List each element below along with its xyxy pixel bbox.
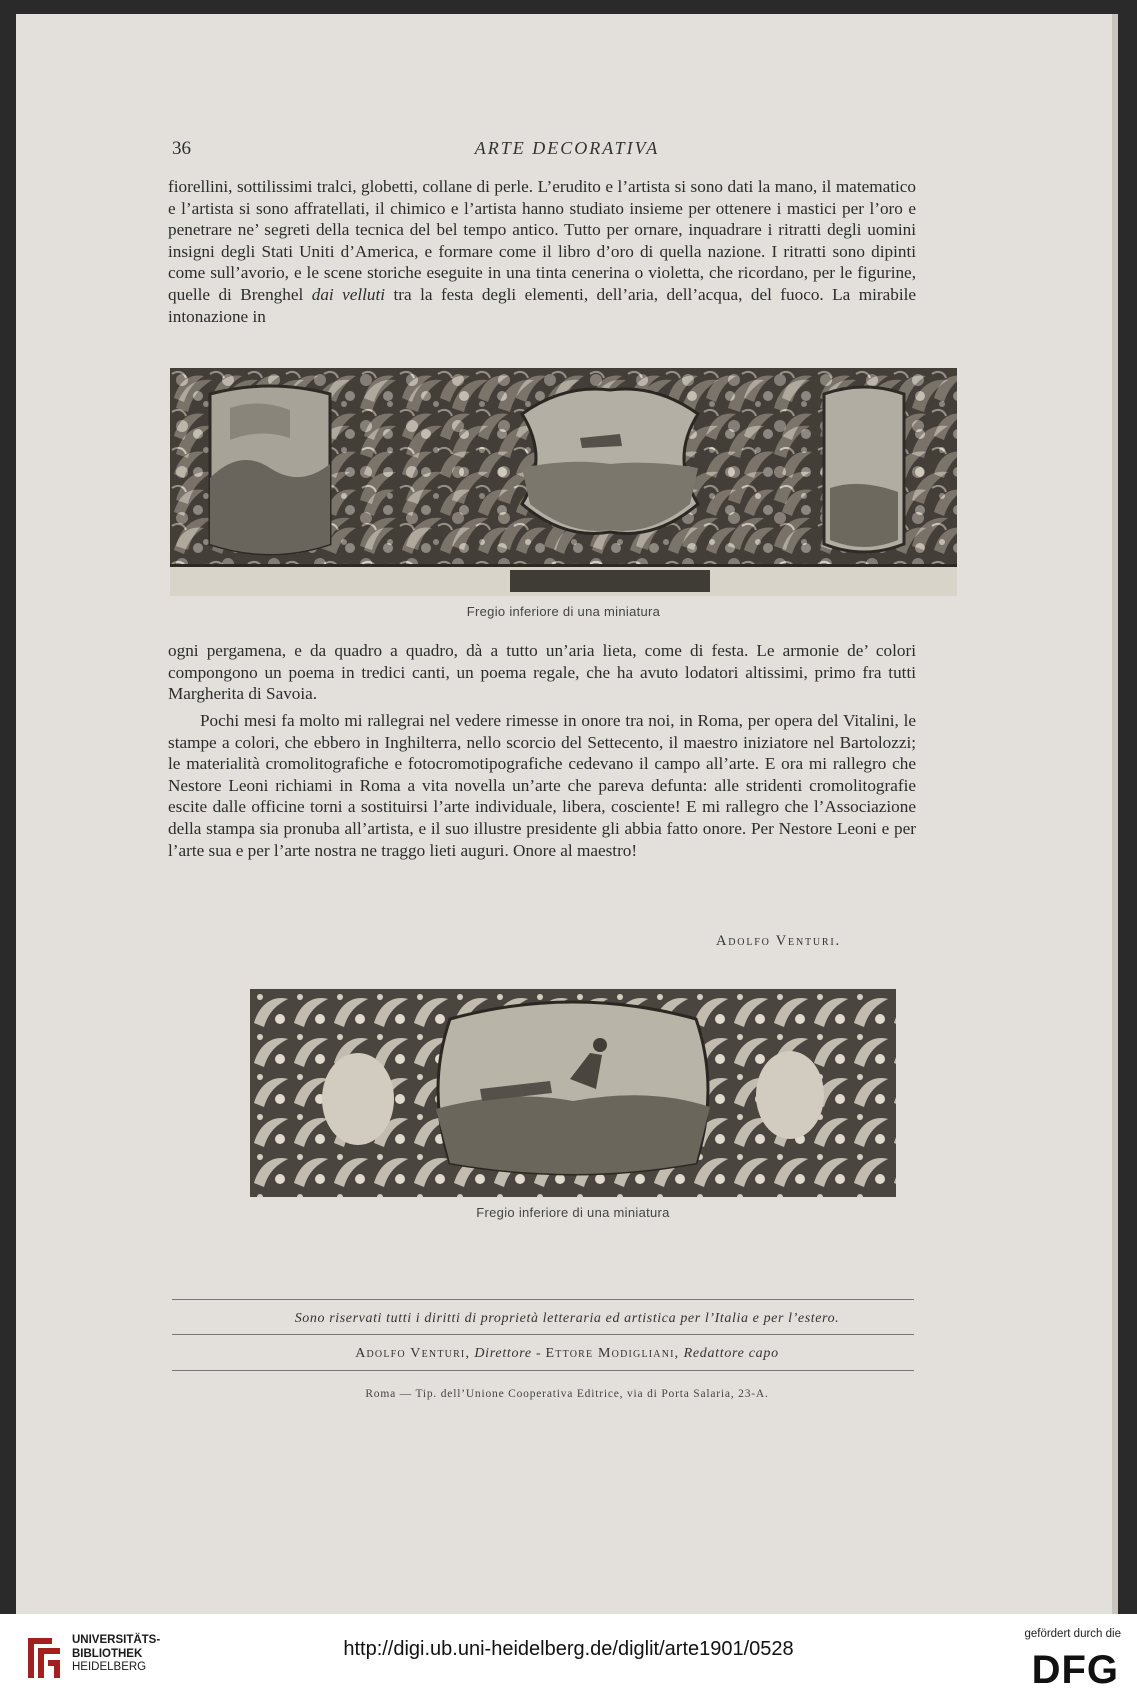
editorial-credits — [16, 1346, 1118, 1362]
director-role: Direttore — [474, 1346, 532, 1361]
footer-top-rule — [172, 1299, 914, 1300]
credits-separator: - — [535, 1346, 542, 1361]
editor-role: Redattore capo — [683, 1346, 779, 1361]
frieze-illustration-1 — [170, 368, 957, 619]
library-name-line-2: BIBLIOTHEK — [72, 1647, 143, 1660]
library-name-line-3: HEIDELBERG — [72, 1661, 147, 1673]
paragraph-2: ogni pergamena, e da quadro a quadro, dà a tutto un’aria lieta, come di festa. Le armonie de’ colori compongono un poema in tredici canti, un poema regale, che ha avuto lodatori altissimi, primo fra tutti Margherita di Savoia. — [168, 641, 916, 704]
editor-name: Ettore Modigliani, — [545, 1346, 680, 1361]
director-name: Adolfo Venturi, — [355, 1346, 471, 1361]
paragraph-1-italic: dai velluti — [311, 284, 386, 304]
paragraph-3: Pochi mesi fa molto mi rallegrai nel vedere rimesse in onore tra noi, in Roma, per opera del Vitalini, le stampe a colori, che ebbero in Inghilterra, nello scorcio del Settecento, il maestro iniziatore nel Bartolozzi; le materialità cromolitografiche e fotocromotipografiche cedevano il campo all’arte. E ora mi rallegro che Nestore Leoni richiami in Roma a vita novella un’arte che pareva defunta: alle stridenti cromolitografie escite dalle officine torni a sostituirsi l’arte individuale, libera, cosciente! E mi rallegro che l’Associazione della stampa sia pronuba all’artista, e il suo illustre presidente gli abbia fatto onore. Per Nestore Leoni e per l’arte sua e per l’arte nostra ne traggo lieti auguri. Onore al maestro! — [168, 711, 916, 860]
digitization-banner — [0, 1614, 1137, 1703]
printer-imprint: Roma — Tip. dell’Unione Cooperativa Editrice, via di Porta Salaria, 23-A. — [365, 1388, 769, 1400]
dfg-logo: DFG — [1031, 1648, 1119, 1692]
author-signature: Adolfo Venturi. — [716, 933, 841, 949]
footer-bottom-rule — [172, 1370, 914, 1371]
page-number: 36 — [172, 138, 191, 159]
frieze-2-drawing — [250, 989, 896, 1197]
paragraph-1-text-b: tra la festa degli elementi, dell’aria, dell’acqua, del fuoco. La mirabile intonazione in — [168, 284, 917, 326]
running-title: ARTE DECORATIVA — [474, 138, 660, 158]
frieze-illustration-2 — [250, 989, 896, 1220]
rights-notice: Sono riservati tutti i diritti di proprietà letteraria ed artistica per l’Italia e per l’estero. — [294, 1311, 840, 1326]
paragraph-1 — [168, 176, 916, 327]
running-head — [16, 138, 1118, 164]
figure-2-caption: Fregio inferiore di una miniatura — [476, 1205, 670, 1220]
figure-1-caption: Fregio inferiore di una miniatura — [466, 604, 661, 619]
scanned-page — [16, 14, 1118, 1614]
frieze-1-drawing — [170, 368, 957, 596]
permalink-url[interactable]: http://digi.ub.uni-heidelberg.de/diglit/arte1901/0528 — [343, 1638, 794, 1660]
page-gutter-shadow — [1112, 14, 1118, 1614]
funded-by-label: gefördert durch die — [1024, 1628, 1121, 1640]
footer-middle-rule — [172, 1334, 914, 1335]
paragraph-1-text-a: fiorellini, sottilissimi tralci, globetti, collane di perle. L’erudito e l’artista si sono dati la mano, il matematico e l’artista si sono affratellati, il chimico e l’artista hanno studiato insieme per ottenere i mastici per l’oro e penetrare ne’ segreti della tecnica del bel tempo antico. Tutto per ornare, inquadrare i ritratti degli uomini insigni degli Stati Uniti d’America, e formare come il libro d’oro di quella nazione. I ritratti sono dipinti come sull’avorio, e le scene storiche eseguite in una tinta cenerina o violetta, che ricordano, per le figurine, quelle di Brenghel — [168, 177, 916, 304]
library-name-line-1: UNIVERSITÄTS- — [72, 1634, 161, 1646]
